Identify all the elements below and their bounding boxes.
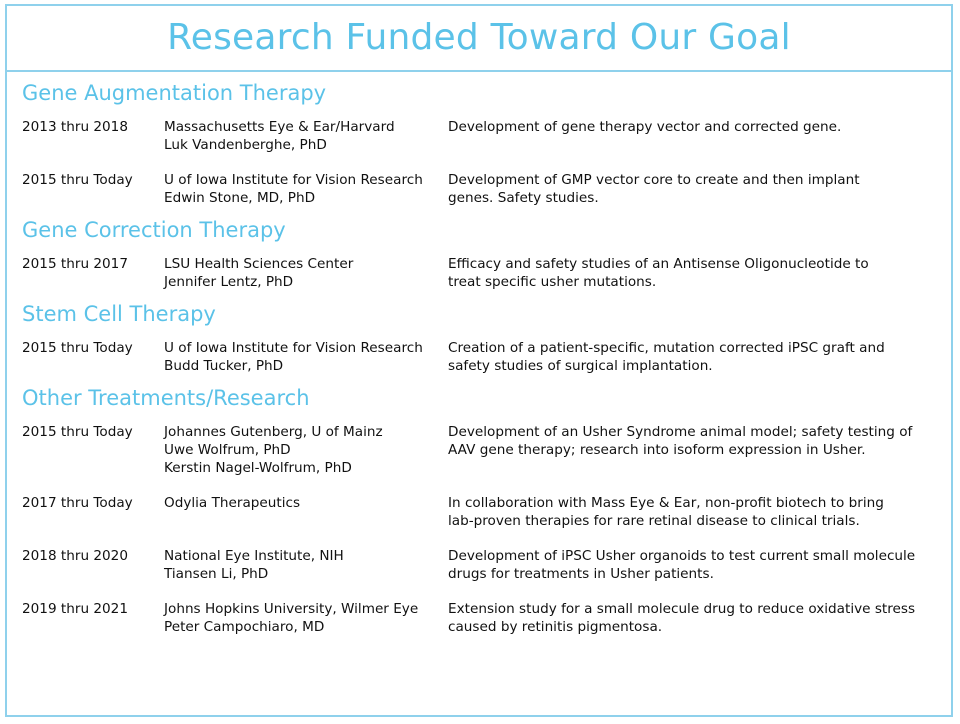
funding-entry xyxy=(22,118,948,154)
description-line: treat specific usher mutations. xyxy=(448,274,657,290)
institution-column xyxy=(164,339,448,375)
researcher-name: Peter Campochiaro, MD xyxy=(164,619,325,635)
funding-dates: 2015 thru 2017 xyxy=(22,256,128,272)
institution-column xyxy=(164,255,448,291)
description-line: genes. Safety studies. xyxy=(448,190,599,206)
description-line: Efficacy and safety studies of an Antisense Oligonucleotide to xyxy=(448,256,869,272)
project-description xyxy=(448,255,932,291)
funding-dates: 2017 thru Today xyxy=(22,495,133,511)
researcher-name: Luk Vandenberghe, PhD xyxy=(164,137,327,153)
funding-entry xyxy=(22,494,948,530)
project-description xyxy=(448,339,932,375)
description-line: In collaboration with Mass Eye & Ear, non-profit biotech to bring xyxy=(448,495,884,511)
description-line: caused by retinitis pigmentosa. xyxy=(448,619,663,635)
project-description xyxy=(448,547,932,583)
project-description xyxy=(448,423,932,477)
institution-name: Johns Hopkins University, Wilmer Eye xyxy=(164,601,419,617)
researcher-name: Tiansen Li, PhD xyxy=(164,566,269,582)
funding-entry xyxy=(22,255,948,291)
description-line: safety studies of surgical implantation. xyxy=(448,358,713,374)
section-heading: Other Treatments/Research xyxy=(22,386,310,410)
funding-entry xyxy=(22,600,948,636)
institution-column xyxy=(164,171,448,207)
description-line: Development of an Usher Syndrome animal model; safety testing of xyxy=(448,424,913,440)
project-description xyxy=(448,600,932,636)
funding-entry xyxy=(22,339,948,375)
project-description xyxy=(448,494,932,530)
section-heading: Gene Correction Therapy xyxy=(22,218,286,242)
funding-dates: 2015 thru Today xyxy=(22,172,133,188)
researcher-name: Jennifer Lentz, PhD xyxy=(164,274,294,290)
research-section xyxy=(22,301,948,375)
institution-column xyxy=(164,547,448,583)
description-line: Development of gene therapy vector and corrected gene. xyxy=(448,119,842,135)
research-section xyxy=(22,80,948,207)
project-description xyxy=(448,171,932,207)
researcher-name: Uwe Wolfrum, PhD xyxy=(164,442,291,458)
description-line: AAV gene therapy; research into isoform expression in Usher. xyxy=(448,442,866,458)
description-line: lab-proven therapies for rare retinal disease to clinical trials. xyxy=(448,513,860,529)
funding-dates: 2018 thru 2020 xyxy=(22,548,128,564)
institution-column xyxy=(164,118,448,154)
funding-dates: 2015 thru Today xyxy=(22,340,133,356)
description-line: Development of iPSC Usher organoids to test current small molecule xyxy=(448,548,916,564)
researcher-name: Budd Tucker, PhD xyxy=(164,358,284,374)
title-bar xyxy=(7,6,951,72)
funding-dates: 2015 thru Today xyxy=(22,424,133,440)
institution-name: National Eye Institute, NIH xyxy=(164,548,344,564)
funding-dates: 2013 thru 2018 xyxy=(22,119,128,135)
funding-entry xyxy=(22,423,948,477)
research-list xyxy=(22,80,948,646)
institution-name: Massachusetts Eye & Ear/Harvard xyxy=(164,119,395,135)
funding-entry xyxy=(22,171,948,207)
institution-column xyxy=(164,423,448,477)
researcher-name: Edwin Stone, MD, PhD xyxy=(164,190,316,206)
researcher-name: Kerstin Nagel-Wolfrum, PhD xyxy=(164,460,352,476)
funding-dates: 2019 thru 2021 xyxy=(22,601,128,617)
project-description xyxy=(448,118,932,154)
institution-name: Johannes Gutenberg, U of Mainz xyxy=(164,424,383,440)
institution-name: U of Iowa Institute for Vision Research xyxy=(164,340,423,356)
description-line: Extension study for a small molecule drug to reduce oxidative stress xyxy=(448,601,916,617)
institution-name: U of Iowa Institute for Vision Research xyxy=(164,172,423,188)
institution-column xyxy=(164,600,448,636)
institution-name: Odylia Therapeutics xyxy=(164,495,301,511)
description-line: drugs for treatments in Usher patients. xyxy=(448,566,714,582)
institution-column xyxy=(164,494,448,530)
description-line: Development of GMP vector core to create and then implant xyxy=(448,172,860,188)
page-title: Research Funded Toward Our Goal xyxy=(167,17,791,58)
research-section xyxy=(22,217,948,291)
funding-entry xyxy=(22,547,948,583)
section-heading: Gene Augmentation Therapy xyxy=(22,81,327,105)
institution-name: LSU Health Sciences Center xyxy=(164,256,354,272)
section-heading: Stem Cell Therapy xyxy=(22,302,216,326)
research-section xyxy=(22,385,948,636)
description-line: Creation of a patient-specific, mutation corrected iPSC graft and xyxy=(448,340,885,356)
